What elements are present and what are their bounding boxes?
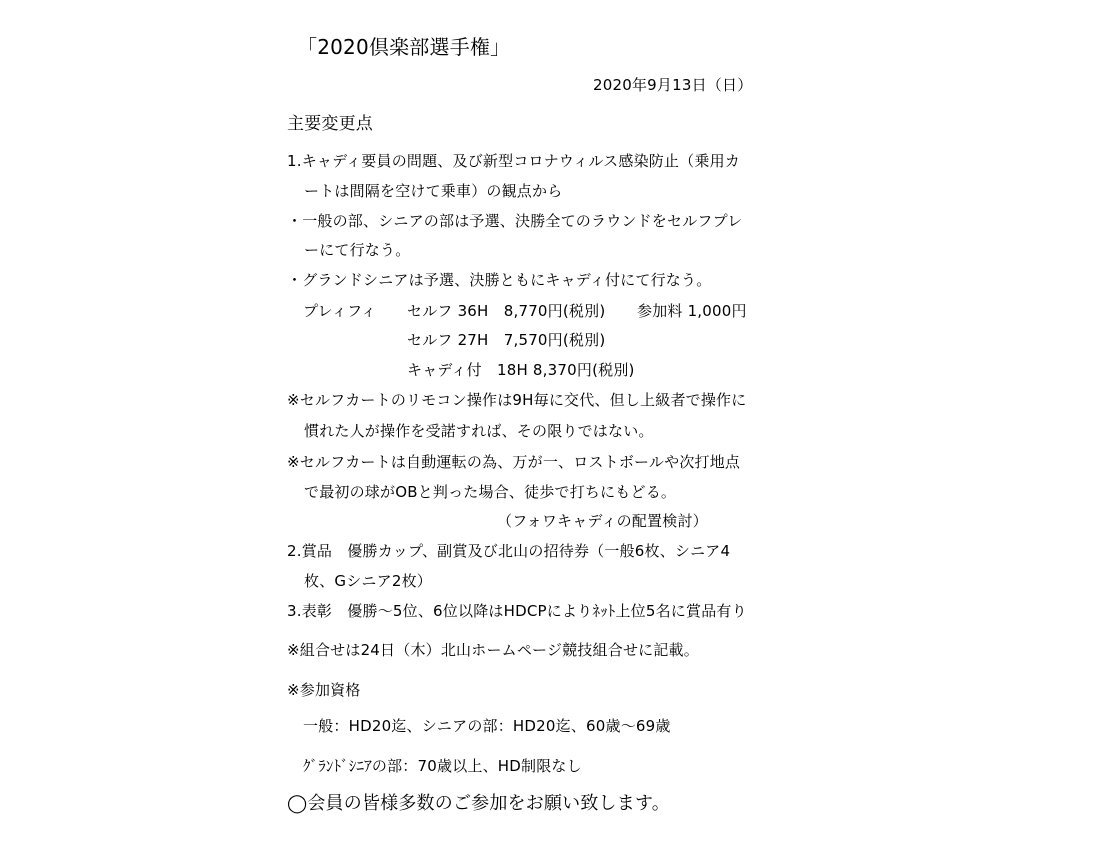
fee-row-caddie-18h: キャディ付 18H 8,370円(税別) <box>407 361 635 379</box>
fee-label: プレィフィ <box>303 302 377 320</box>
fee-row-self-36h: セルフ 36H 8,770円(税別) <box>407 302 606 320</box>
document-title: 「2020倶楽部選手権」 <box>297 35 511 59</box>
note-2-line-1: ※セルフカートは自動運転の為、万が一、ロストボールや次打地点 <box>287 453 741 471</box>
bullet-1-line-1: ・一般の部、シニアの部は予選、決勝全てのラウンドをセルフプレ <box>287 212 743 230</box>
note-1-line-2: 慣れた人が操作を受諾すれば、その限りではない。 <box>304 422 654 440</box>
fee-row-self-27h: セルフ 27H 7,570円(税別) <box>407 331 606 349</box>
eligibility-heading: ※参加資格 <box>287 681 361 699</box>
event-date: 2020年9月13日（日） <box>593 76 753 94</box>
item-2-line-1: 2.賞品 優勝カップ、副賞及び北山の招待券（一般6枚、シニア4 <box>287 542 731 560</box>
bullet-2: ・グランドシニアは予選、決勝ともにキャディ付にて行なう。 <box>287 271 712 289</box>
note-1-line-1: ※セルフカートのリモコン操作は9H毎に交代、但し上級者で操作に <box>287 391 747 409</box>
item-2-line-2: 枚、Gシニア2枚） <box>304 572 432 590</box>
note-3: ※組合せは24日（木）北山ホームページ競技組合せに記載。 <box>287 641 699 659</box>
eligibility-general: 一般：HD20迄、シニアの部：HD20迄、60歳～69歳 <box>303 717 671 735</box>
closing-message: ◯会員の皆様多数のご参加をお願い致します。 <box>287 793 670 814</box>
note-2-line-3: （フォワキャディの配置検討） <box>497 512 708 530</box>
bullet-1-line-2: ーにて行なう。 <box>304 241 411 259</box>
note-2-line-2: で最初の球がOBと判った場合、徒歩で打ちにもどる。 <box>304 483 677 501</box>
item-1-line-2: ートは間隔を空けて乗車）の観点から <box>304 182 563 200</box>
eligibility-grand-senior: ｸﾞﾗﾝﾄﾞｼﾆｱの部：70歳以上、HD制限なし <box>303 757 582 775</box>
item-3: 3.表彰 優勝～5位、6位以降はHDCPによりﾈｯﾄ上位5名に賞品有り <box>287 602 747 620</box>
section-heading: 主要変更点 <box>287 114 373 134</box>
participation-fee: 参加料 1,000円 <box>637 302 747 320</box>
item-1-line-1: 1.キャディ要員の問題、及び新型コロナウィルス感染防止（乗用カ <box>287 152 740 170</box>
